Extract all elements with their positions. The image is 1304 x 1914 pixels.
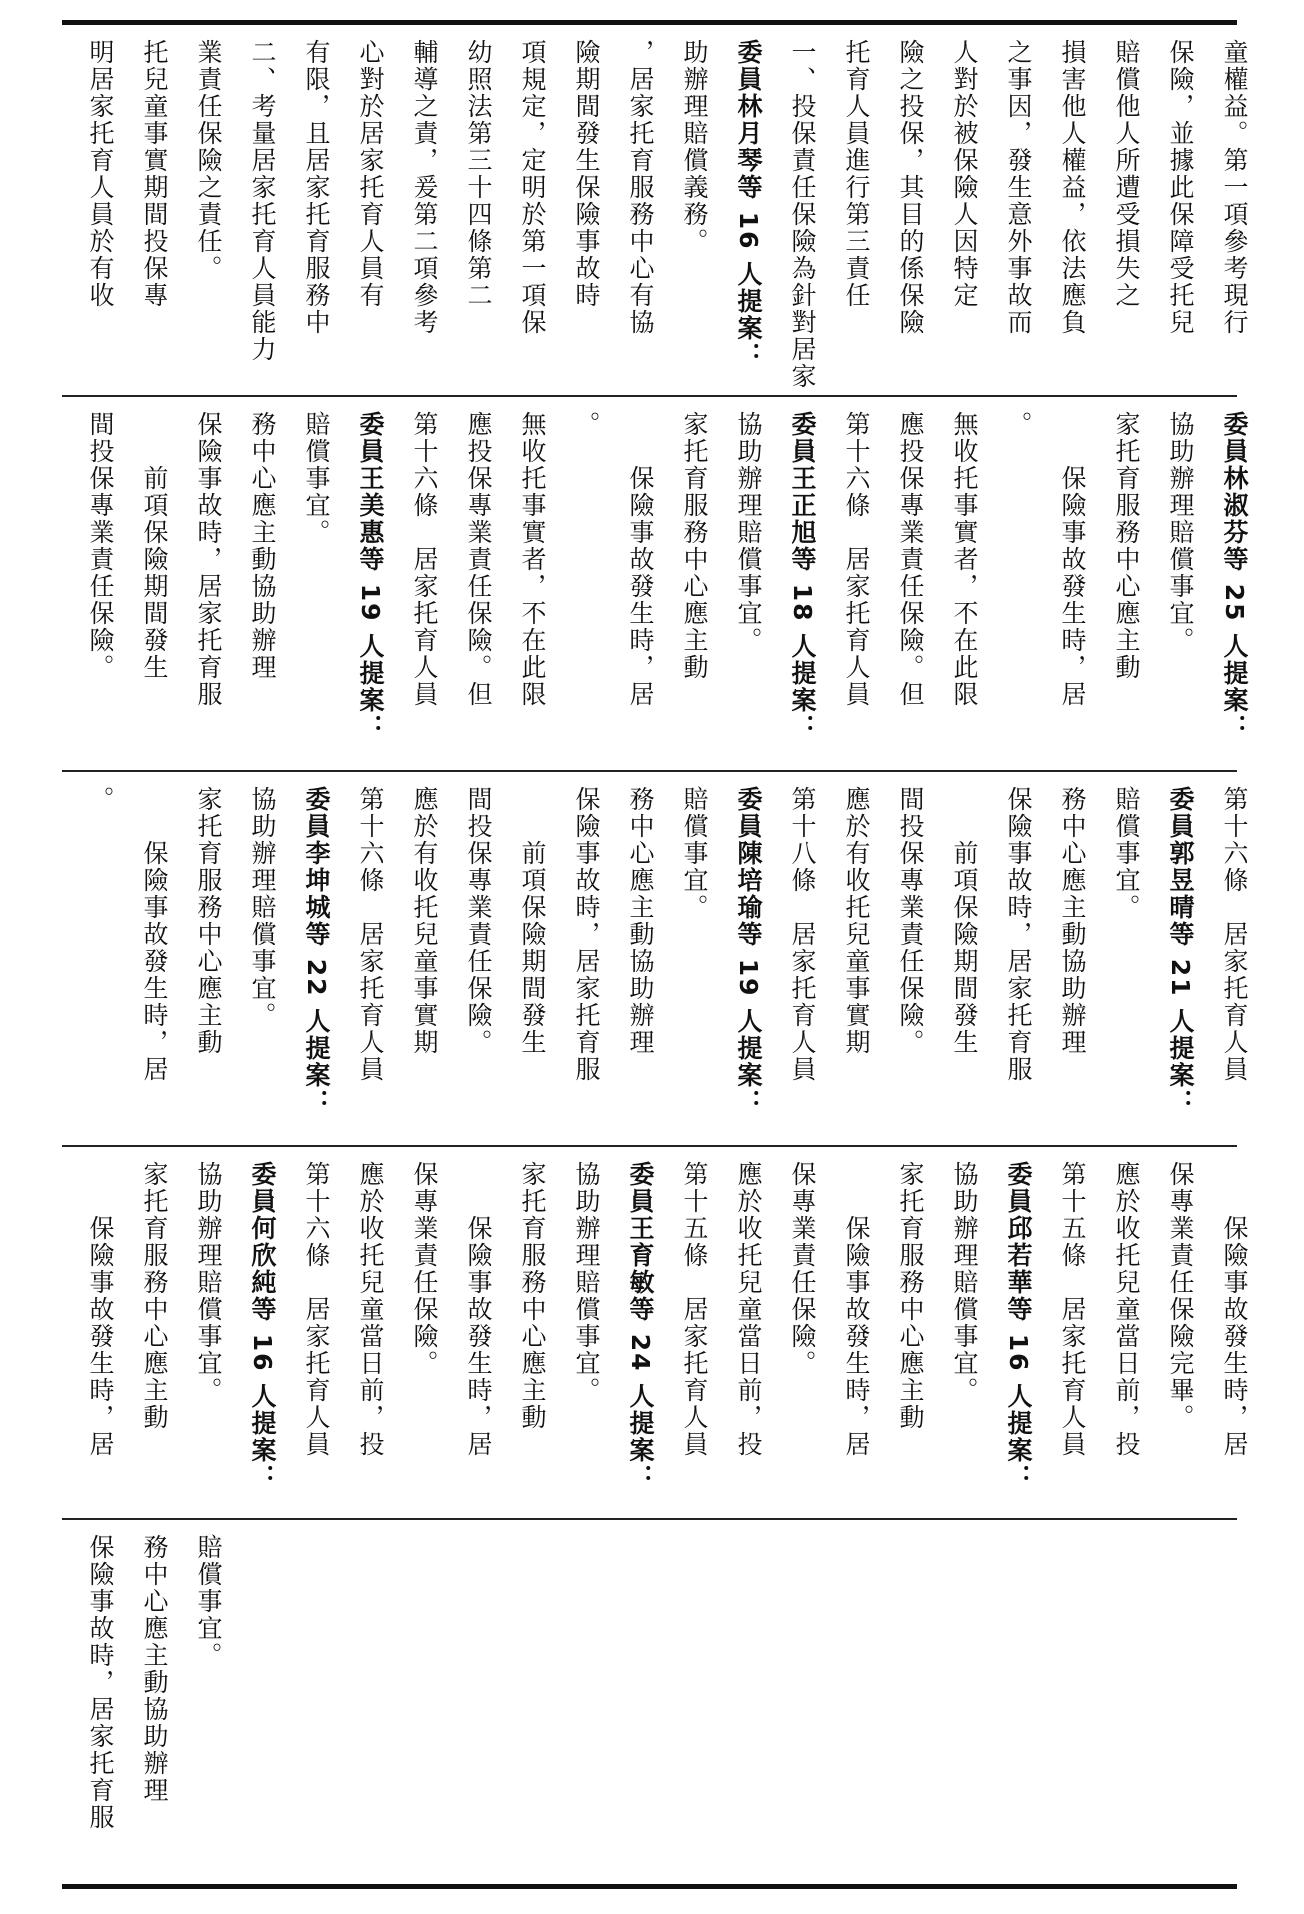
- text-column: 保險事故發生時，居: [140, 786, 169, 1083]
- band-divider: [62, 395, 1237, 397]
- text-column: 家托育服務中心應主動: [1112, 411, 1141, 681]
- text-column: 賠償事宜。: [680, 786, 709, 921]
- text-column: 第十六條 居家托育人員: [842, 411, 871, 708]
- text-column: 保險，並據此保障受托兒: [1166, 39, 1195, 336]
- text-column: 第十六條 居家托育人員: [356, 786, 385, 1083]
- text-column: 托兒童事實期間投保專: [140, 39, 169, 309]
- text-column: 保險事故時，居家托育服: [86, 1534, 115, 1831]
- band-divider: [62, 1145, 1237, 1147]
- text-column: 應於有收托兒童事實期: [842, 786, 871, 1056]
- text-column: 協助辦理賠償事宜。: [734, 411, 763, 654]
- text-column: 。: [572, 411, 601, 438]
- text-column: 托育人員進行第三責任: [842, 39, 871, 309]
- text-band-4: [62, 1149, 1249, 1515]
- text-column: 家托育服務中心應主動: [896, 1161, 925, 1431]
- proposal-heading: 委員邱若華等 16 人提案：: [1004, 1161, 1033, 1492]
- text-column: 保險事故時，居家托育服: [194, 411, 223, 708]
- text-column: 前項保險期間發生: [140, 411, 169, 681]
- text-column: 二、考量居家托育人員能力: [248, 39, 277, 363]
- text-column: 之事因，發生意外事故而: [1004, 39, 1033, 336]
- text-column: 務中心應主動協助辦理: [1058, 786, 1087, 1056]
- text-column: 間投保專業責任保險。: [86, 411, 115, 681]
- text-column: 賠償事宜。: [302, 411, 331, 546]
- text-column: 險期間發生保險事故時: [572, 39, 601, 309]
- text-band-3: [62, 774, 1249, 1142]
- text-column: 務中心應主動協助辦理: [626, 786, 655, 1056]
- text-column: 險之投保，其目的係保險: [896, 39, 925, 336]
- text-column: 第十六條 居家托育人員: [410, 411, 439, 708]
- text-column: 第十八條 居家托育人員: [788, 786, 817, 1083]
- text-band-5: [62, 1522, 1237, 1880]
- text-column: 第十六條 居家托育人員: [302, 1161, 331, 1458]
- top-rule: [62, 20, 1237, 25]
- text-band-2: [62, 399, 1249, 765]
- proposal-heading: 委員王育敏等 24 人提案：: [626, 1161, 655, 1492]
- text-column: 賠償他人所遭受損失之: [1112, 39, 1141, 309]
- text-column: 保險事故發生時，居: [842, 1161, 871, 1458]
- text-column: 間投保專業責任保險。: [464, 786, 493, 1056]
- text-column: ，居家托育服務中心有協: [626, 39, 655, 336]
- text-column: 保險事故發生時，居: [464, 1161, 493, 1458]
- proposal-heading: 委員陳培瑜等 19 人提案：: [734, 786, 763, 1117]
- text-column: 幼照法第三十四條第二: [464, 39, 493, 309]
- proposal-heading: 委員李坤城等 22 人提案：: [302, 786, 331, 1117]
- text-column: 人對於被保險人因特定: [950, 39, 979, 309]
- bottom-rule: [62, 1884, 1237, 1889]
- text-column: 應於收托兒童當日前，投: [734, 1161, 763, 1458]
- text-column: 第十六條 居家托育人員: [1220, 786, 1249, 1083]
- text-column: 協助辦理賠償事宜。: [194, 1161, 223, 1404]
- text-column: 保專業責任保險。: [788, 1161, 817, 1377]
- text-column: 協助辦理賠償事宜。: [1166, 411, 1195, 654]
- text-column: 協助辦理賠償事宜。: [248, 786, 277, 1029]
- text-column: 應投保專業責任保險。但: [896, 411, 925, 708]
- text-column: 務中心應主動協助辦理: [140, 1534, 169, 1804]
- proposal-heading: 委員林淑芬等 25 人提案：: [1220, 411, 1249, 742]
- text-column: 第十五條 居家托育人員: [680, 1161, 709, 1458]
- text-column: 無收托事實者，不在此限: [518, 411, 547, 708]
- text-column: 童權益。第一項參考現行: [1220, 39, 1249, 336]
- text-column: 保險事故時，居家托育服: [572, 786, 601, 1083]
- proposal-heading: 委員王美惠等 19 人提案：: [356, 411, 385, 742]
- proposal-heading: 委員林月琴等 16 人提案：: [734, 39, 763, 370]
- text-column: 損害他人權益，依法應負: [1058, 39, 1087, 336]
- text-column: 保專業責任保險完畢。: [1166, 1161, 1195, 1431]
- text-column: 保險事故時，居家托育服: [1004, 786, 1033, 1083]
- text-column: 明居家托育人員於有收: [86, 39, 115, 309]
- text-column: 第十五條 居家托育人員: [1058, 1161, 1087, 1458]
- text-column: 保險事故發生時，居: [626, 411, 655, 708]
- band-divider: [62, 770, 1237, 772]
- band-divider: [62, 1518, 1237, 1520]
- text-column: 。: [86, 786, 115, 813]
- text-column: 前項保險期間發生: [518, 786, 547, 1056]
- text-column: 應於收托兒童當日前，投: [1112, 1161, 1141, 1458]
- text-column: 助辦理賠償義務。: [680, 39, 709, 255]
- text-column: 應投保專業責任保險。但: [464, 411, 493, 708]
- proposal-heading: 委員何欣純等 16 人提案：: [248, 1161, 277, 1492]
- text-band-1: [62, 27, 1249, 393]
- text-column: 務中心應主動協助辦理: [248, 411, 277, 681]
- text-column: 應於有收托兒童事實期: [410, 786, 439, 1056]
- text-column: 項規定，定明於第一項保: [518, 39, 547, 336]
- text-column: 保險事故發生時，居: [1058, 411, 1087, 708]
- text-column: 賠償事宜。: [1112, 786, 1141, 921]
- text-column: 有限，且居家托育服務中: [302, 39, 331, 336]
- text-column: 間投保專業責任保險。: [896, 786, 925, 1056]
- proposal-heading: 委員王正旭等 18 人提案：: [788, 411, 817, 742]
- text-column: 賠償事宜。: [194, 1534, 223, 1669]
- text-column: 協助辦理賠償事宜。: [572, 1161, 601, 1404]
- text-column: 家托育服務中心應主動: [518, 1161, 547, 1431]
- proposal-heading: 委員郭昱晴等 21 人提案：: [1166, 786, 1195, 1117]
- text-column: 保專業責任保險。: [410, 1161, 439, 1377]
- text-column: 輔導之責，爰第二項參考: [410, 39, 439, 336]
- text-column: 前項保險期間發生: [950, 786, 979, 1056]
- text-column: 心對於居家托育人員有: [356, 39, 385, 309]
- text-column: 家托育服務中心應主動: [194, 786, 223, 1056]
- text-column: 保險事故發生時，居: [86, 1161, 115, 1458]
- text-column: 協助辦理賠償事宜。: [950, 1161, 979, 1404]
- text-column: 家托育服務中心應主動: [680, 411, 709, 681]
- text-column: 應於收托兒童當日前，投: [356, 1161, 385, 1458]
- text-column: 。: [1004, 411, 1033, 438]
- text-column: 業責任保險之責任。: [194, 39, 223, 282]
- text-column: 一、投保責任保險為針對居家: [788, 39, 817, 390]
- text-column: 保險事故發生時，居: [1220, 1161, 1249, 1458]
- text-column: 無收托事實者，不在此限: [950, 411, 979, 708]
- text-column: 家托育服務中心應主動: [140, 1161, 169, 1431]
